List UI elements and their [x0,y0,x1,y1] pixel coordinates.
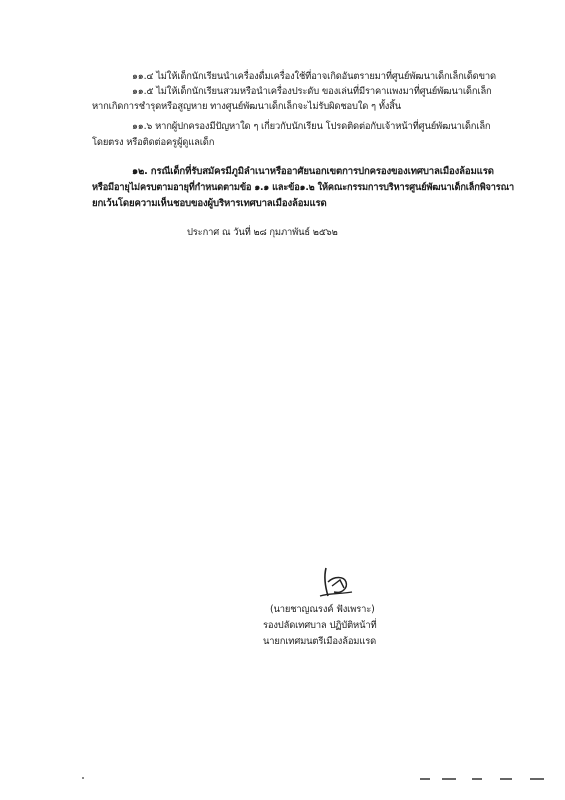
item-11-5-continuation: หากเกิดการชำรุดหรือสูญหาย ทางศูนย์พัฒนาเด็กเล็กจะไม่รับผิดชอบใด ๆ ทั้งสิ้น [92,101,402,112]
item-11-6-continuation: โดยตรง หรือติดต่อครูผู้ดูแลเด็ก [92,137,215,148]
signatory-name: (นายชาญณรงค์ ฟังเพราะ) [270,604,375,615]
item-11-4: ๑๑.๔ ไม่ให้เด็กนักเรียนนำเครื่องดื่มเครื่องใช้ที่อาจเกิดอันตรายมาที่ศูนย์พัฒนาเด็กเล็กเด็ดขาด [132,71,496,82]
announcement-date: ประกาศ ณ วันที่ ๒๘ กุมภาพันธ์ ๒๕๖๒ [187,227,338,238]
clause-12-line-2: หรือมีอายุไม่ครบตามอายุที่กำหนดตามข้อ ๑.๑ และข้อ๑.๒ ให้คณะกรรมการบริหารศูนย์พัฒนาเด็กเล็กพิจารณา [92,182,514,193]
handwritten-signature [316,566,354,600]
signatory-position-1: รองปลัดเทศบาล ปฏิบัติหน้าที่ [263,620,377,631]
clause-12-line-1: ๑๒. กรณีเด็กที่รับสมัครมีภูมิลำเนาหรืออาศัยนอกเขตการปกครองของเทศบาลเมืองล้อมแรด [132,166,494,177]
item-11-6: ๑๑.๖ หากผู้ปกครองมีปัญหาใด ๆ เกี่ยวกับนักเรียน โปรดติดต่อกับเจ้าหน้าที่ศูนย์พัฒนาเด็กเล็ก [132,121,491,132]
signatory-position-2: นายกเทศมนตรีเมืองล้อมแรด [263,636,377,647]
scan-speck [82,777,84,779]
clause-12-line-3: ยกเว้นโดยความเห็นชอบของผู้บริหารเทศบาลเมืองล้อมแรด [92,198,327,209]
item-11-5: ๑๑.๕ ไม่ให้เด็กนักเรียนสวมหรือนำเครื่องประดับ ของเล่นที่มีราคาแพงมาที่ศูนย์พัฒนาเด็กเล็ก [132,86,492,97]
